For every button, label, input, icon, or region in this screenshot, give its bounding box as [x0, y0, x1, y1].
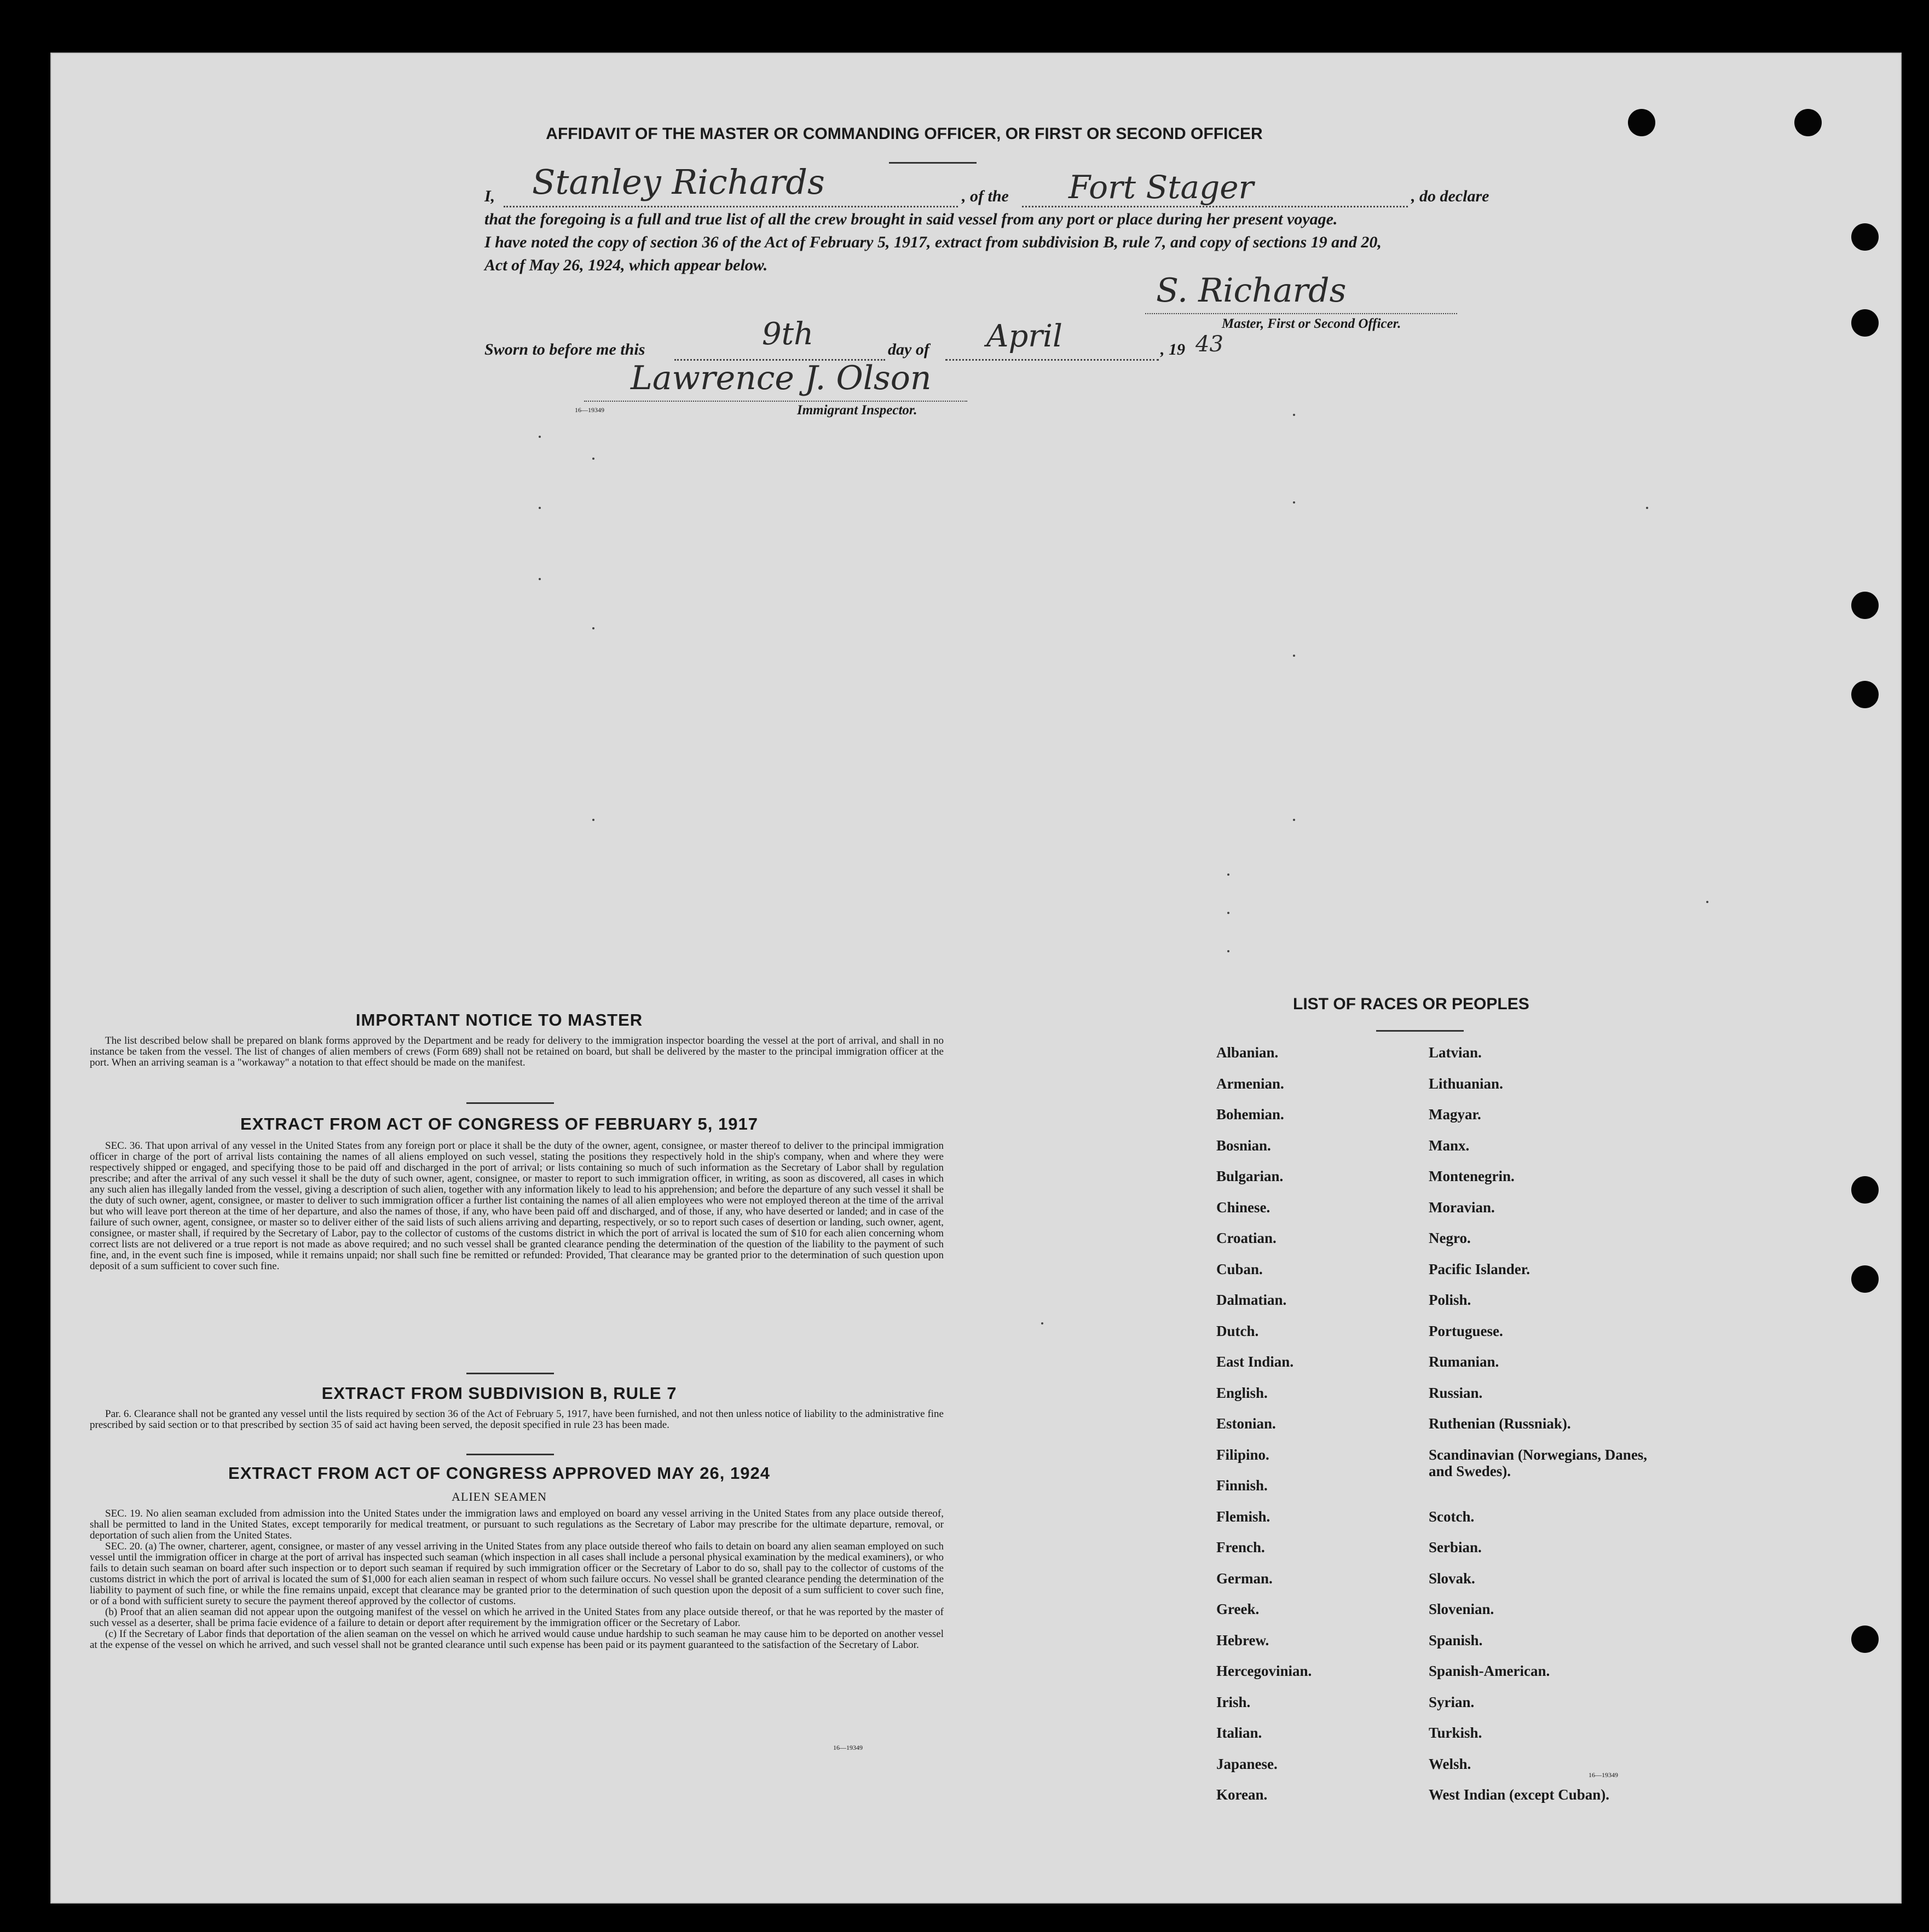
notice-rule	[466, 1102, 554, 1104]
extract-rule7-title: EXTRACT FROM SUBDIVISION B, RULE 7	[321, 1384, 677, 1403]
race-item: Flemish.	[1216, 1508, 1270, 1525]
race-item: Finnish.	[1216, 1477, 1268, 1494]
extract-1924-body	[90, 1508, 944, 1651]
extract-1917-text: SEC. 36. That upon arrival of any vessel in the United States from any foreign port or place it shall be the duty of the owner, agent, consignee, or master thereof to deliver to the principal immigration officer in charge of the port of arrival lists containing the names of all aliens employed on such vessel, stating the positions they respectively hold in the ship's company, when and where they were respectively shipped or engaged, and specifying those to be paid off and discharged in the port of arrival; or lists containing so much of such information as the Secretary of Labor shall by regulation prescribe; and after the arrival of any such vessel it shall be the duty of such owner, agent, consignee, or master to report to such immigration officer, in writing, as soon as discovered, all cases in which any such alien has illegally landed from the vessel, giving a description of such alien, together with any information likely to lead to his apprehension; and before the departure of any such vessel it shall be the duty of such owner, agent, consignee, or master to deliver to such immigration officer a further list containing the names of all alien employees who were not employed thereon at the time of the arrival but who will leave port thereon at the time of her departure, and also the names of those, if any, who have been paid off and discharged, and of those, if any, who have deserted or landed; and in case of the failure of such owner, agent, consignee, or master so to deliver either of the said lists of such aliens arriving and departing, respectively, or so to report such cases of desertion or landing, such owner, agent, consignee, or master shall, if required by the Secretary of Labor, pay to the collector of customs of the customs district in which the port of arrival is located the sum of $10 for each alien concerning whom correct lists are not delivered or a true report is not made as above required; and no such vessel shall be granted clearance pending the determination of the question of the liability to the payment of such fine, and, in the event such fine is imposed, while it remains unpaid; nor shall such fine be remitted or refunded: Provided, That clearance may be granted prior to the determination of such question upon deposit of a sum sufficient to cover such fine.	[90, 1140, 944, 1272]
extract-rule7-body	[90, 1409, 944, 1431]
affidavit-line-2: that the foregoing is a full and true list of all the crew brought in said vessel from any port or place during her present voyage.	[484, 210, 1338, 228]
sworn-day-handwritten: 9th	[762, 316, 814, 352]
binder-hole	[1851, 681, 1879, 708]
declare-label: , do declare	[1411, 187, 1489, 205]
race-item: Slovenian.	[1429, 1601, 1494, 1617]
race-item: Latvian.	[1429, 1044, 1482, 1061]
race-item: Magyar.	[1429, 1106, 1481, 1123]
binder-hole	[1851, 592, 1879, 619]
affidavit-line-3: I have noted the copy of section 36 of the Act of February 5, 1917, extract from subdivision B, rule 7, and copy of sections 19 and 20,	[484, 233, 1382, 251]
binder-hole	[1851, 1626, 1879, 1653]
extract-rule7-rule	[466, 1454, 554, 1455]
master-signature-line	[1145, 313, 1457, 314]
race-item: Portuguese.	[1429, 1322, 1503, 1339]
i-label: I,	[484, 187, 495, 205]
races-rule	[1376, 1030, 1464, 1032]
inspector-caption: Immigrant Inspector.	[797, 403, 917, 418]
year-suffix-handwritten: 43	[1195, 332, 1223, 357]
race-item: Serbian.	[1429, 1539, 1482, 1555]
race-item: Dalmatian.	[1216, 1292, 1287, 1308]
race-item: Welsh.	[1429, 1755, 1471, 1772]
inspector-line	[584, 401, 967, 402]
race-item: Syrian.	[1429, 1693, 1475, 1710]
extract-1924-sec20b: (b) Proof that an alien seaman did not appear upon the outgoing manifest of the vessel on which he arrived in the United States from any place outside thereof, or that he was reported by the master of such vessel as a deserter, shall be prima facie evidence of a failure to detain or deport after requirement by the immigration officer or the Secretary of Labor.	[90, 1606, 944, 1629]
extract-1924-sec20a: SEC. 20. (a) The owner, charterer, agent, consignee, or master of any vessel arriving in the United States from any place outside thereof who fails to detain on board any alien seaman employed on such vessel until the immigration officer in charge at the port of arrival has inspected such seaman (which inspection in all cases shall include a personal physical examination by the medical examiners), or who fails to detain such seaman on board after such inspection or to deport such seaman if required by such immigration officer or the Secretary of Labor to do so, shall pay to the collector of customs of the customs district in which the port of arrival is located the sum of $1,000 for each alien seaman in respect of whom such failure occurs. No vessel shall be granted clearance pending the determination of the liability to payment of such fine, or while the fine remains unpaid, except that clearance may be granted prior to the determination of such question upon the deposit of a sum sufficient to cover such fine, or of a bond with sufficient surety to secure the payment thereof approved by the collector of customs.	[90, 1541, 944, 1607]
race-item: Chinese.	[1216, 1199, 1270, 1216]
race-item: Bosnian.	[1216, 1137, 1271, 1154]
notice-text: The list described below shall be prepared on blank forms approved by the Department and be ready for delivery to the immigration inspector boarding the vessel at the port of arrival, and shall in no instance be taken from the vessel. The list of changes of alien members of crews (Form 689) shall not be retained on board, but shall be delivered by the master to the principal immigration officer at the port. When an arriving seaman is a "workaway" a notation to that effect should be made on the manifest.	[90, 1035, 944, 1068]
race-item: Armenian.	[1216, 1075, 1284, 1092]
race-item: Montenegrin.	[1429, 1168, 1515, 1184]
binder-hole	[1794, 109, 1822, 136]
binder-hole	[1851, 1265, 1879, 1293]
race-item: Scandinavian (Norwegians, Danes, and Swedes).	[1429, 1446, 1648, 1479]
vessel-name-line	[1022, 206, 1408, 207]
races-form-number: 16—19349	[1589, 1771, 1618, 1779]
race-item: Hercegovinian.	[1216, 1663, 1312, 1679]
race-item: English.	[1216, 1384, 1268, 1401]
race-item: Estonian.	[1216, 1415, 1276, 1432]
binder-hole	[1851, 223, 1879, 251]
race-item: French.	[1216, 1539, 1265, 1555]
race-item: Spanish-American.	[1429, 1663, 1550, 1679]
race-item: Hebrew.	[1216, 1632, 1269, 1648]
race-item: Cuban.	[1216, 1260, 1263, 1277]
race-item: Bulgarian.	[1216, 1168, 1284, 1184]
race-item: Slovak.	[1429, 1570, 1475, 1587]
master-signature-handwritten: S. Richards	[1156, 271, 1347, 310]
extract-rule7-text: Par. 6. Clearance shall not be granted any vessel until the lists required by section 36 of the Act of February 5, 1917, have been furnished, and not then unless notice of liability to the administrative fine prescribed by said section or to that prescribed by section 35 of said act having been served, the deposit specified in rule 23 has been made.	[90, 1408, 944, 1431]
races-right-column	[1429, 1044, 1670, 1818]
race-item: Bohemian.	[1216, 1106, 1284, 1123]
master-signature-caption: Master, First or Second Officer.	[1222, 316, 1401, 331]
race-item: Albanian.	[1216, 1044, 1279, 1061]
sworn-month-handwritten: April	[986, 319, 1062, 354]
race-item: Spanish.	[1429, 1632, 1483, 1648]
race-item: Scotch.	[1429, 1508, 1475, 1525]
master-name-handwritten: Stanley Richards	[532, 162, 825, 202]
extract-1917-rule	[466, 1373, 554, 1374]
race-item: Rumanian.	[1429, 1353, 1499, 1370]
extract-1917-body	[90, 1141, 944, 1272]
binder-hole	[1851, 309, 1879, 337]
extract-1917-title: EXTRACT FROM ACT OF CONGRESS OF FEBRUARY 5, 1917	[240, 1114, 758, 1133]
race-item: Filipino.	[1216, 1446, 1269, 1463]
race-item: Greek.	[1216, 1601, 1260, 1617]
race-item: Dutch.	[1216, 1322, 1259, 1339]
race-item: Turkish.	[1429, 1725, 1482, 1741]
race-item: Ruthenian (Russniak).	[1429, 1415, 1571, 1432]
race-item: Irish.	[1216, 1693, 1251, 1710]
vessel-name-handwritten: Fort Stager	[1069, 169, 1254, 206]
affidavit-form-number: 16—19349	[575, 406, 604, 414]
sworn-month-line	[945, 359, 1159, 361]
race-item: Korean.	[1216, 1786, 1268, 1803]
binder-hole	[1851, 1176, 1879, 1204]
extract-1924-subtitle: ALIEN SEAMEN	[452, 1490, 547, 1503]
notice-body	[90, 1036, 944, 1068]
extract-form-number: 16—19349	[833, 1744, 863, 1751]
race-item: Polish.	[1429, 1292, 1471, 1308]
affidavit-line-4: Act of May 26, 1924, which appear below.	[484, 256, 768, 274]
race-item: Manx.	[1429, 1137, 1470, 1154]
day-of-label: day of	[888, 340, 929, 358]
race-item: Russian.	[1429, 1384, 1483, 1401]
races-title: LIST OF RACES OR PEOPLES	[1293, 995, 1529, 1013]
race-item: Moravian.	[1429, 1199, 1495, 1216]
master-name-line	[504, 206, 958, 207]
extract-1924-title: EXTRACT FROM ACT OF CONGRESS APPROVED MAY 26, 1924	[228, 1464, 770, 1483]
race-item: German.	[1216, 1570, 1273, 1587]
race-item: Italian.	[1216, 1725, 1262, 1741]
race-item: Pacific Islander.	[1429, 1260, 1530, 1277]
document-page	[50, 53, 1902, 1904]
of-the-label: , of the	[962, 187, 1009, 205]
inspector-signature-handwritten: Lawrence J. Olson	[631, 359, 932, 397]
affidavit-title: AFFIDAVIT OF THE MASTER OR COMMANDING OFFICER, OR FIRST OR SECOND OFFICER	[546, 125, 1263, 143]
year-prefix: , 19	[1160, 340, 1185, 358]
race-item: Croatian.	[1216, 1230, 1277, 1246]
extract-1924-sec20c: (c) If the Secretary of Labor finds that deportation of the alien seaman on the vessel on which he arrived would cause undue hardship to such seaman he may cause him to be deported on another vessel at the expense of the vessel on which he arrived, and such vessel shall not be granted clearance until such expense has been paid or its payment guaranteed to the satisfaction of the Secretary of Labor.	[90, 1628, 944, 1651]
race-item: Lithuanian.	[1429, 1075, 1503, 1092]
title-rule	[889, 162, 977, 164]
race-item: Japanese.	[1216, 1755, 1278, 1772]
race-item: East Indian.	[1216, 1353, 1294, 1370]
sworn-label: Sworn to before me this	[484, 340, 645, 358]
race-item: West Indian (except Cuban).	[1429, 1786, 1610, 1803]
race-item: Negro.	[1429, 1230, 1471, 1246]
binder-hole	[1628, 109, 1655, 136]
notice-title: IMPORTANT NOTICE TO MASTER	[355, 1010, 643, 1029]
extract-1924-sec19: SEC. 19. No alien seaman excluded from admission into the United States under the immigration laws and employed on board any vessel arriving in the United States from any place outside thereof, shall be permitted to land in the United States, except temporarily for medical treatment, or pursuant to such regulations as the Secretary of Labor may prescribe for the ultimate departure, removal, or deportation of such alien from the United States.	[90, 1508, 944, 1541]
races-left-column	[1216, 1044, 1413, 1818]
